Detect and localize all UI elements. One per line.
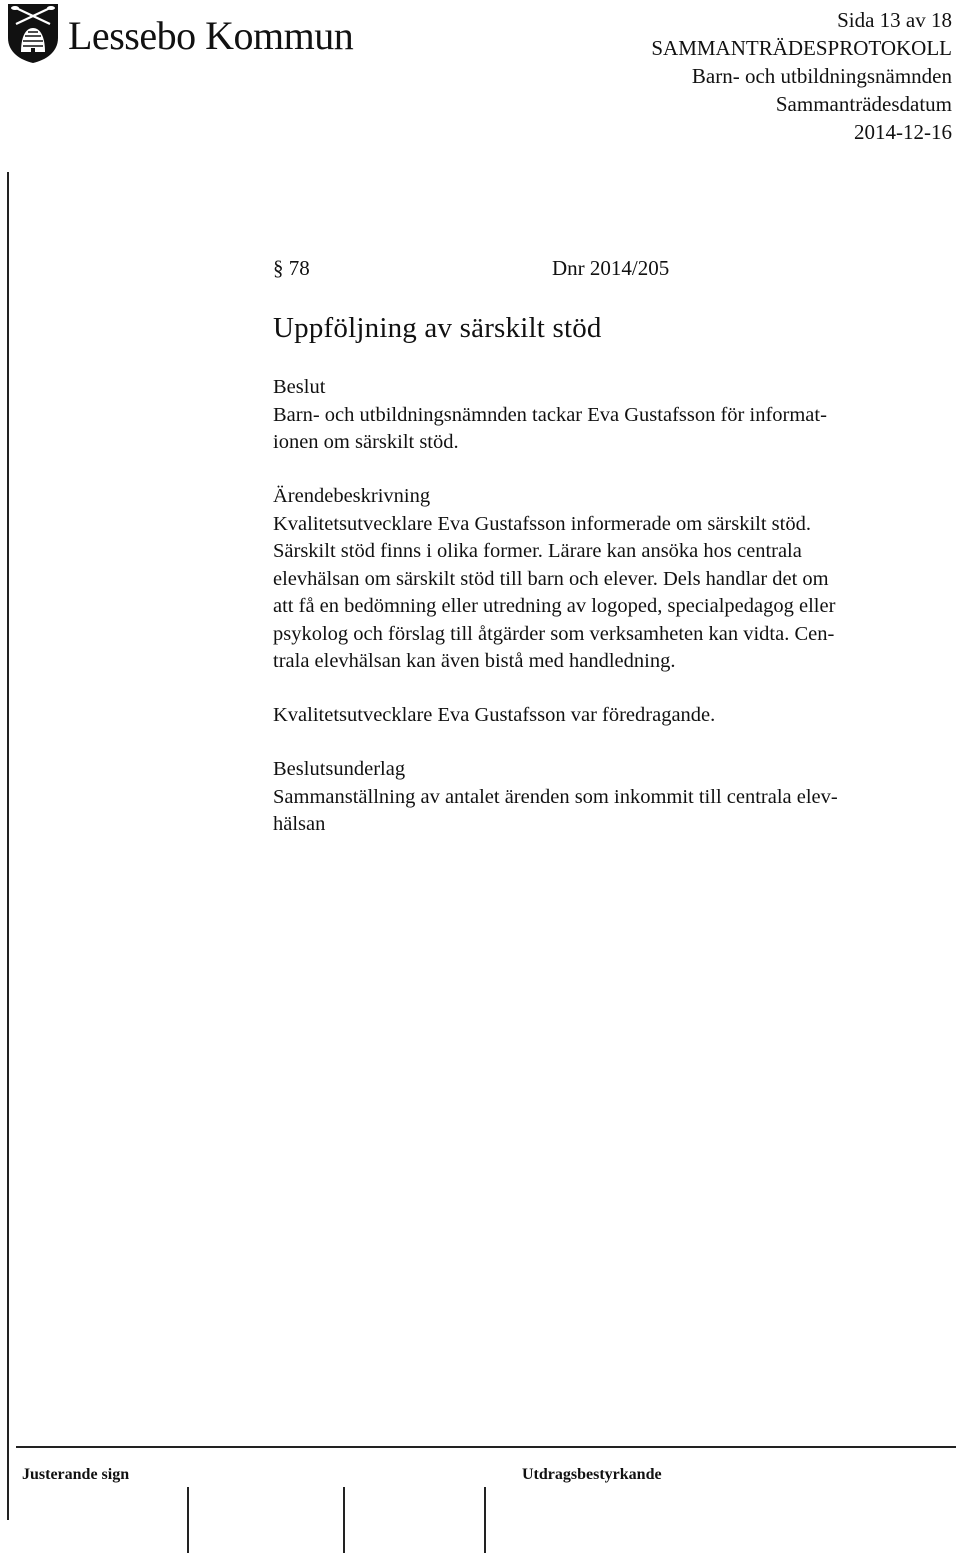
page-number: Sida 13 av 18 bbox=[837, 8, 952, 32]
text-line: trala elevhälsan kan även bistå med handledning. bbox=[273, 650, 676, 672]
signature-divider bbox=[187, 1487, 189, 1553]
text-line: psykolog och förslag till åtgärder som verksamheten kan vidta. Cen- bbox=[273, 622, 835, 645]
document-type: SAMMANTRÄDESPROTOKOLL bbox=[651, 36, 952, 60]
closing-line: Kvalitetsutvecklare Eva Gustafsson var föredragande. bbox=[273, 704, 716, 726]
meeting-date-label: Sammanträdesdatum bbox=[775, 92, 952, 116]
left-margin-rule bbox=[7, 172, 9, 1520]
text-line: att få en bedömning eller utredning av logoped, specialpedagog eller bbox=[273, 595, 836, 617]
municipality-logo bbox=[4, 2, 364, 64]
paragraph-number bbox=[273, 256, 310, 281]
beslutsunderlag-heading: Beslutsunderlag bbox=[273, 758, 406, 780]
arendebeskrivning-section bbox=[273, 483, 835, 676]
section-symbol: § bbox=[273, 256, 284, 280]
arendebeskrivning-heading: Ärendebeskrivning bbox=[273, 485, 431, 507]
footer-rule bbox=[16, 1446, 956, 1448]
text-line: Sammanställning av antalet ärenden som inkommit till centrala elev- bbox=[273, 785, 838, 808]
page-title: Uppföljning av särskilt stöd bbox=[273, 312, 602, 344]
document-header bbox=[651, 6, 952, 146]
diary-number: Dnr 2014/205 bbox=[552, 256, 670, 280]
logo-text: Lessebo Kommun bbox=[68, 13, 354, 58]
text-line: hälsan bbox=[273, 813, 326, 835]
paragraph-number-value: 78 bbox=[288, 256, 310, 280]
text-line: Barn- och utbildningsnämnden tackar Eva Gustafsson för informat- bbox=[273, 403, 827, 426]
meeting-date: 2014-12-16 bbox=[854, 120, 952, 144]
beslut-heading: Beslut bbox=[273, 376, 326, 398]
justerande-sign-label: Justerande sign bbox=[22, 1466, 130, 1483]
text-line: ionen om särskilt stöd. bbox=[273, 431, 459, 453]
text-line: elevhälsan om särskilt stöd till barn och elever. Dels handlar det om bbox=[273, 567, 829, 590]
beslutsunderlag-section bbox=[273, 756, 838, 839]
text-line: Särskilt stöd finns i olika former. Lärare kan ansöka hos centrala bbox=[273, 540, 802, 562]
text-line: Kvalitetsutvecklare Eva Gustafsson informerade om särskilt stöd. bbox=[273, 512, 811, 535]
board-name: Barn- och utbildningsnämnden bbox=[691, 64, 952, 88]
beslut-section bbox=[273, 374, 827, 457]
signature-divider bbox=[484, 1487, 486, 1553]
municipal-crest-icon bbox=[4, 2, 62, 64]
utdragsbestyrkande-label: Utdragsbestyrkande bbox=[522, 1466, 662, 1483]
signature-divider bbox=[343, 1487, 345, 1553]
